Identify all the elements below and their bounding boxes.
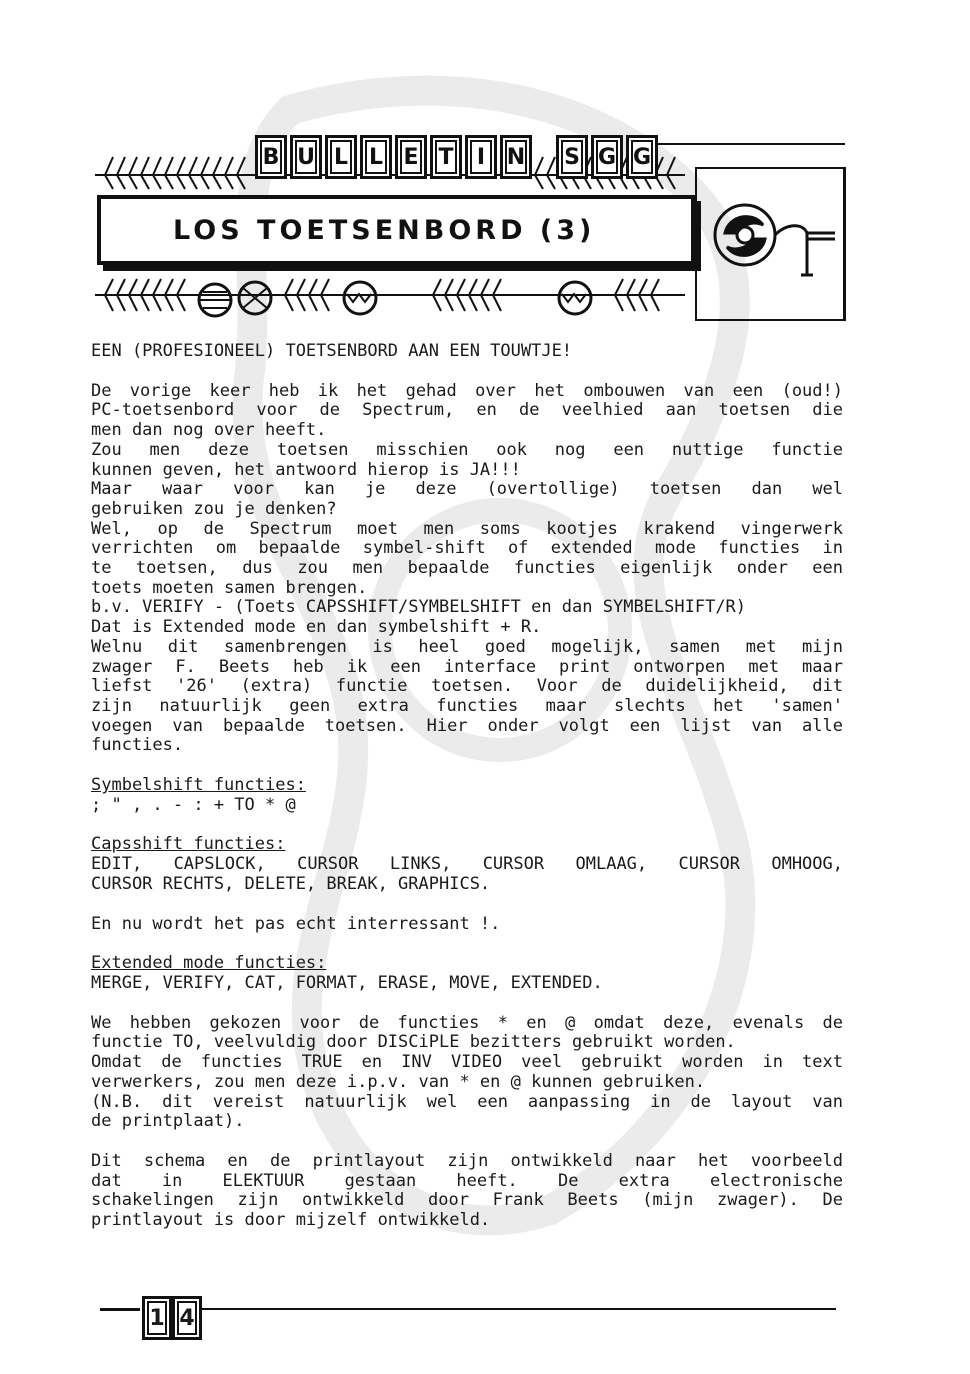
paragraph-line: printlayout is door mijzelf ontwikkeld. (91, 1210, 491, 1231)
brand-letter: S (556, 135, 588, 179)
paragraph-line: Welnu dit samenbrengen is heel goed mogelijk, samen met mijn (91, 636, 843, 657)
footer-rule-left (100, 1308, 140, 1311)
paragraph-line: Dit schema en de printlayout zijn ontwikkeld naar het voorbeeld (91, 1150, 843, 1171)
paragraph-line: Omdat de functies TRUE en INV VIDEO veel gebruikt worden in text (91, 1052, 843, 1073)
brand-letter: B (255, 135, 287, 179)
paragraph-line: de printplaat). (91, 1111, 245, 1132)
brand-letter: N (500, 135, 532, 179)
symbelshift-heading: Symbelshift functies: (91, 775, 306, 796)
paragraph-line: gebruiken zou je denken? (91, 498, 337, 519)
brand-spacer (535, 135, 553, 179)
symbelshift-list: ; " , . - : + TO * @ (91, 794, 296, 815)
paragraph-line: b.v. VERIFY - (Toets CAPSSHIFT/SYMBELSHIFT en dan SYMBELSHIFT/R) (91, 597, 747, 618)
article-title-box (97, 195, 695, 265)
bulletin-sgg-logo (255, 135, 658, 179)
footer-rule (202, 1308, 836, 1310)
paragraph-line: functies. (91, 735, 184, 756)
paragraph-line: (N.B. dit vereist natuurlijk wel een aanpassing in de layout van (91, 1091, 843, 1112)
pine-garland-bottom (95, 270, 685, 320)
paragraph-line: verrichten om bepaalde symbel-shift of extended mode functies in (91, 538, 843, 559)
paragraph-line: verwerkers, zou men deze i.p.v. van * en @ kunnen gebruiken. (91, 1071, 706, 1092)
paragraph-line: Maar waar voor kan je deze (overtollige) toetsen dan wel (91, 479, 843, 500)
page-footer (100, 1296, 840, 1346)
paragraph-line: voegen van bepaalde toetsen. Hier onder volgt een lijst van alle (91, 715, 843, 736)
brand-letter: E (395, 135, 427, 179)
capsshift-list-line: EDIT, CAPSLOCK, CURSOR LINKS, CURSOR OMLAAG, CURSOR OMHOOG, (91, 854, 843, 875)
extended-heading: Extended mode functies: (91, 953, 327, 974)
article-heading: EEN (PROFESIONEEL) TOETSENBORD AAN EEN TOUWTJE! (91, 341, 573, 361)
brand-letter: L (325, 135, 357, 179)
brand-letter: L (360, 135, 392, 179)
paragraph-line: PC-toetsenbord voor de Spectrum, en de veelhied aan toetsen die (91, 400, 843, 421)
paragraph-line: liefst '26' (extra) functie toetsen. Voor de duidelijkheid, dit (91, 676, 843, 697)
paragraph-line: Dat is Extended mode en dan symbelshift + R. (91, 617, 542, 638)
paragraph-line: functie TO, veelvuldig door DISCiPLE bezitters gebruikt worden. (91, 1032, 736, 1053)
paragraph-line: dat in ELEKTUUR gestaan heeft. De extra electronische (91, 1170, 843, 1191)
capsshift-heading: Capsshift functies: (91, 834, 286, 855)
paragraph-line: schakelingen zijn ontwikkeld door Frank Beets (mijn zwager). De (91, 1190, 843, 1211)
page-number-digit: 1 (142, 1296, 172, 1340)
bulletin-header (95, 125, 855, 320)
paragraph-line: zijn natuurlijk geen extra functies maar slechts het 'samen' (91, 695, 843, 716)
paragraph-line: kunnen geven, het antwoord hierop is JA!!! (91, 459, 521, 480)
interest-line: En nu wordt het pas echt interressant !. (91, 913, 501, 934)
brand-letter: I (465, 135, 497, 179)
paragraph-line: men dan nog over heeft. (91, 420, 327, 441)
paragraph-line: De vorige keer heb ik het gehad over het ombouwen van een (oud!) (91, 380, 843, 401)
page-number-digit: 4 (172, 1296, 202, 1340)
dolphin-emblem-icon (707, 193, 837, 283)
paragraph-line: Zou men deze toetsen misschien ook nog een nuttige functie (91, 439, 843, 460)
brand-letter: T (430, 135, 462, 179)
article-body (91, 342, 843, 1231)
paragraph-line: toets moeten samen brengen. (91, 577, 368, 598)
paragraph-line: te toetsen, dus zou men bepaalde functies eigenlijk onder een (91, 558, 843, 579)
extended-list: MERGE, VERIFY, CAT, FORMAT, ERASE, MOVE, EXTENDED. (91, 972, 603, 993)
article-title: LOS TOETSENBORD (3) (173, 214, 596, 246)
brand-letter: G (591, 135, 623, 179)
paragraph-line: Wel, op de Spectrum moet men soms kootjes krakend vingerwerk (91, 518, 843, 539)
paragraph-line: We hebben gekozen voor de functies * en @ omdat deze, evenals de (91, 1012, 843, 1033)
paragraph-line: zwager F. Beets heb ik een interface print ontworpen met maar (91, 656, 843, 677)
brand-letter: U (290, 135, 322, 179)
brand-letter: G (626, 135, 658, 179)
capsshift-list-line: CURSOR RECHTS, DELETE, BREAK, GRAPHICS. (91, 873, 491, 894)
